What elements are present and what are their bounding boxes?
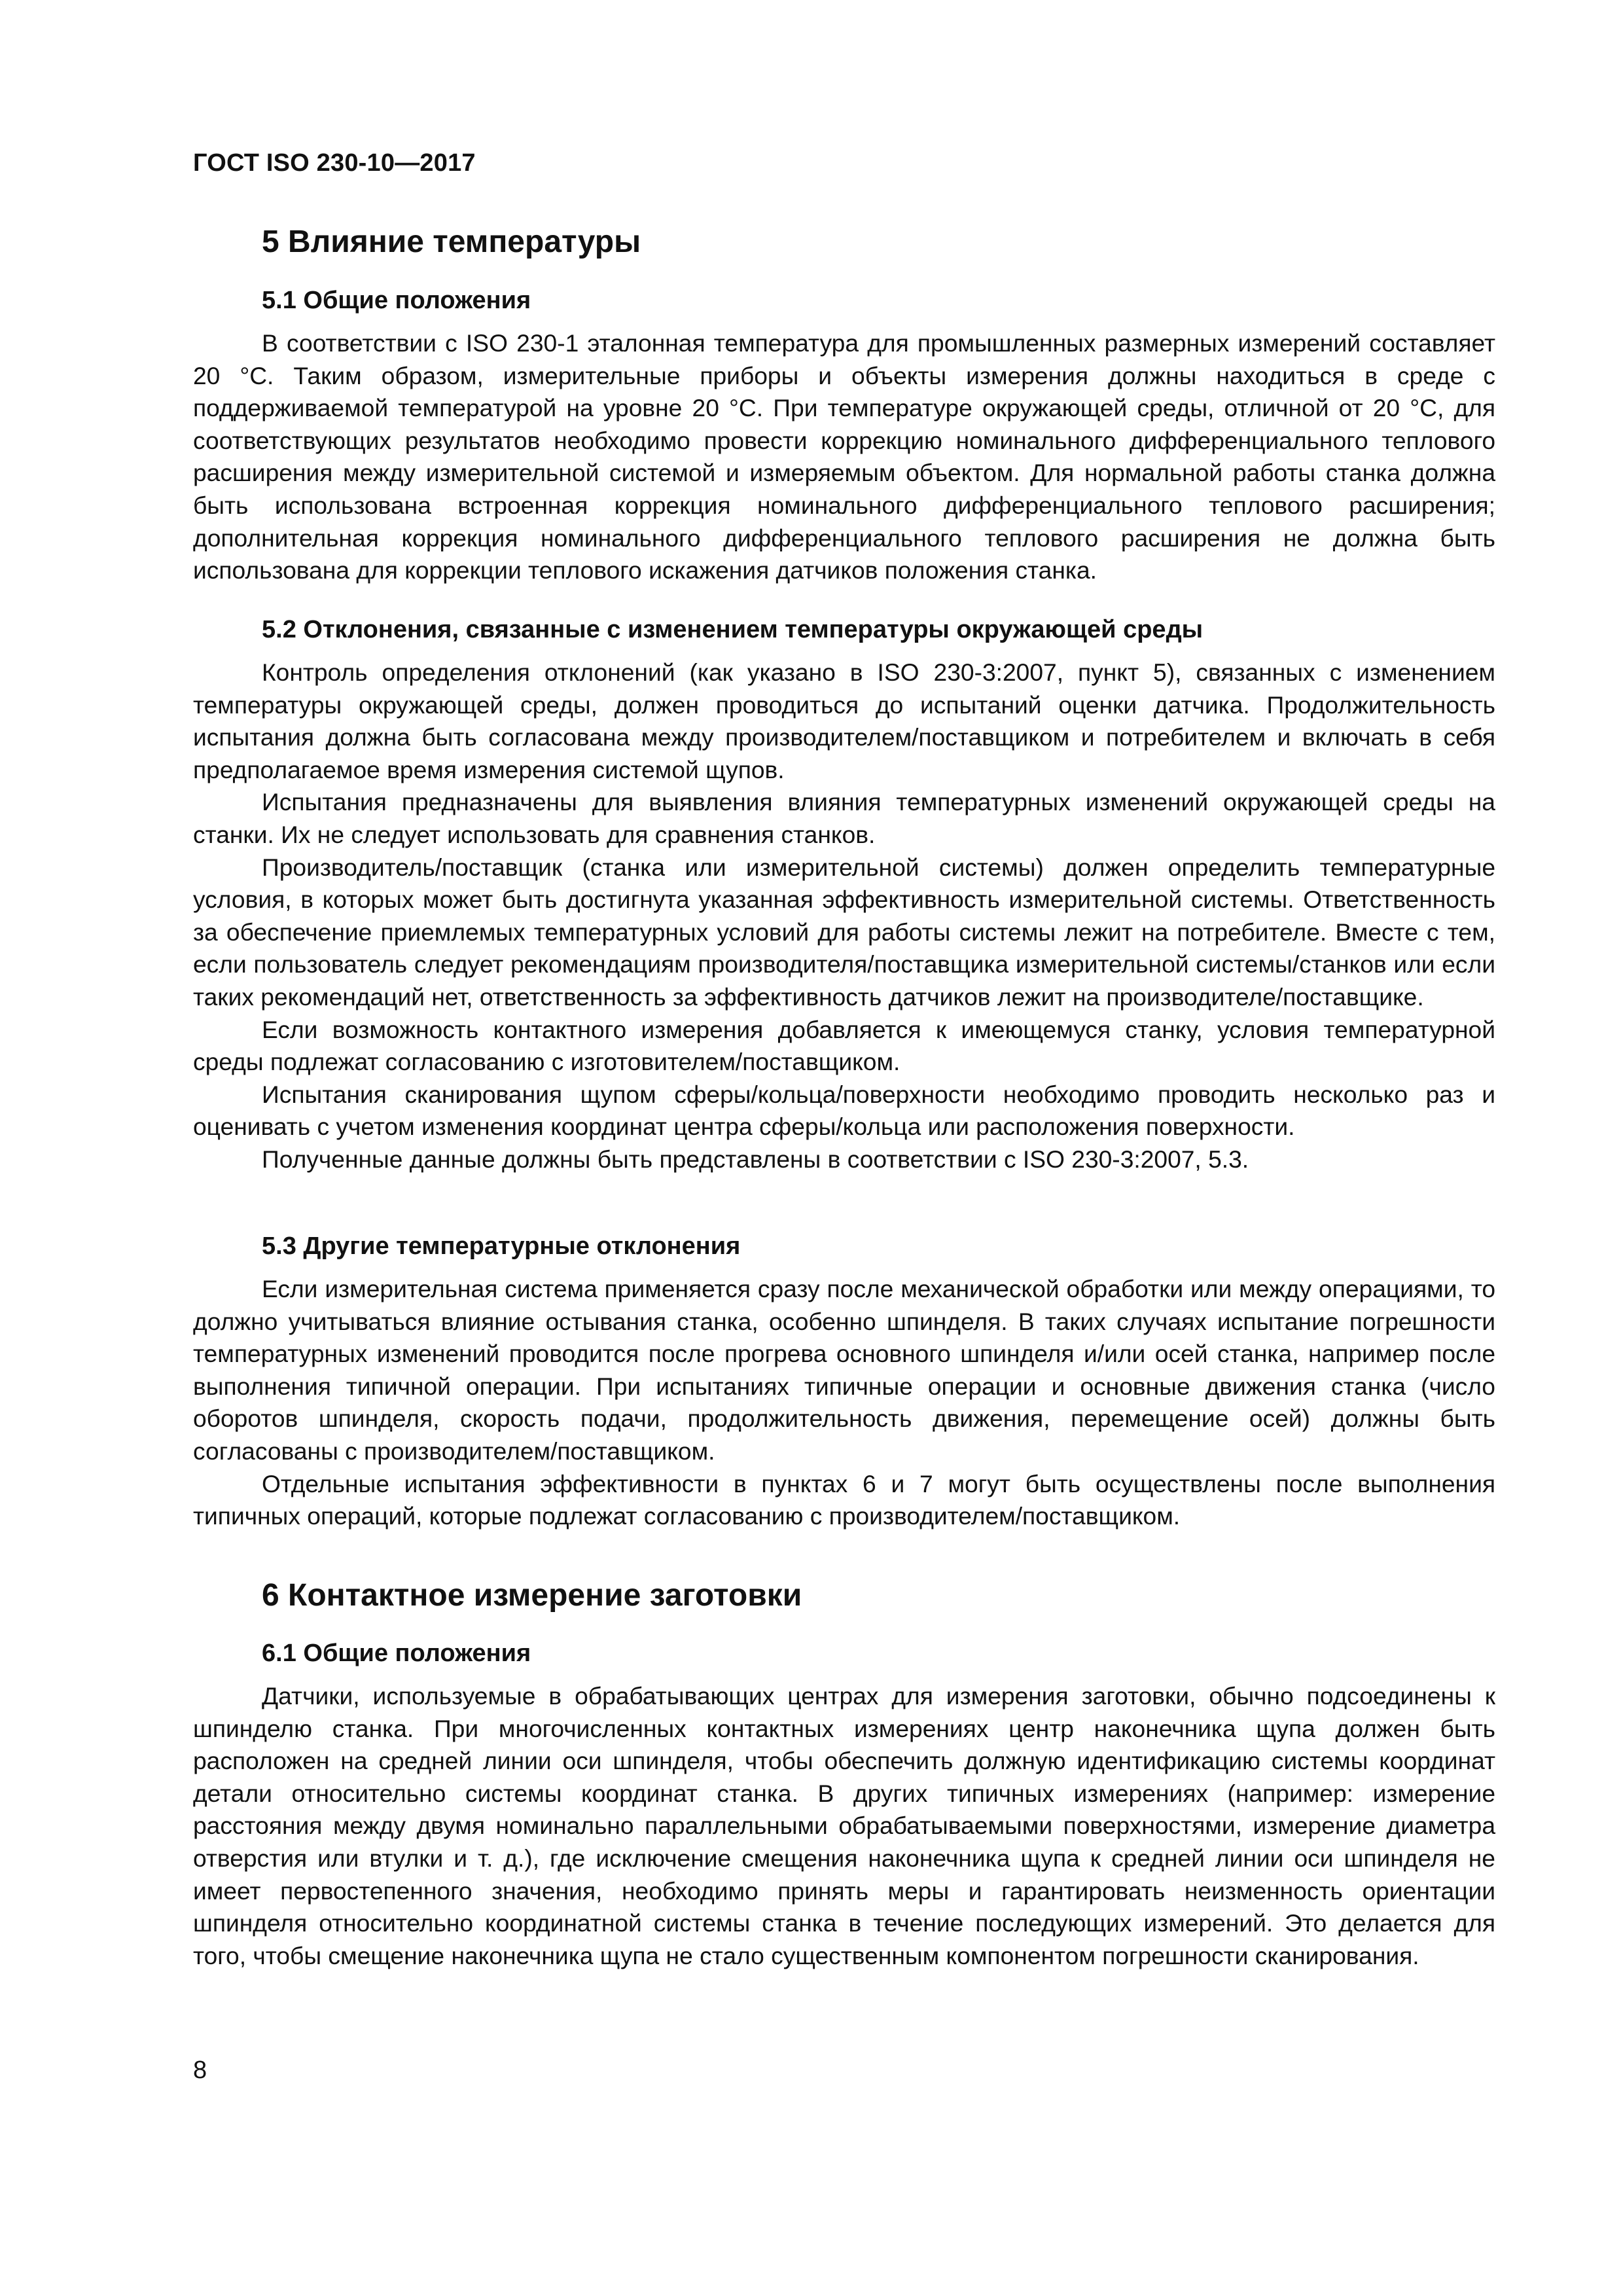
section-title: 6 Контактное измерение заготовки (262, 1578, 802, 1613)
subsection-5-2 (193, 614, 1495, 645)
paragraph: В соответствии с ISO 230-1 эталонная температура для промышленных размерных измерений составляет 20 °С. Таким образом, измерительные приборы и объекты измерения должны находиться в среде с поддерживаемой температурой на уровне 20 °С. При температуре окружающей среды, отличной от 20 °С, для соответствующих результатов необходимо провести коррекцию номинального дифференциального теплового расширения между измерительной системой и измеряемым объектом. Для нормальной работы станка должна быть использована встроенная коррекция номинального дифференциального теплового расширения; дополнительная коррекция номинального дифференциального теплового расширения не должна быть использована для коррекции теплового искажения датчиков положения станка. (193, 329, 1495, 584)
subsection-title: 6.1 Общие положения (262, 1640, 531, 1667)
subsection-title: 5.3 Другие температурные отклонения (262, 1232, 741, 1260)
paragraph: Испытания сканирования щупом сферы/кольца/поверхности необходимо проводить несколько раз и оценивать с учетом изменения координат центра сферы/кольца или расположения поверхности. (193, 1080, 1495, 1141)
subsection-5-2-body (193, 656, 1495, 1176)
subsection-title: 5.2 Отклонения, связанные с изменением температуры окружающей среды (262, 616, 1204, 643)
paragraph: Датчики, используемые в обрабатывающих центрах для измерения заготовки, обычно подсоединены к шпинделю станка. При многочисленных контактных измерениях центр наконечника щупа должен быть расположен на средней линии оси шпинделя, чтобы обеспечить должную идентификацию системы координат детали относительно системы координат станка. В других типичных измерениях (например: измерение расстояния между двумя номинально параллельными обрабатываемыми поверхностями, измерение диаметра отверстия или втулки и т. д.), где исключение смещения наконечника щупа к средней линии оси шпинделя не имеет первостепенного значения, необходимо принять меры и гарантировать неизменность ориентации шпинделя относительно координатной системы станка в течение последующих измерений. Это делается для того, чтобы смещение наконечника щупа не стало существенным компонентом погрешности сканирования. (193, 1682, 1495, 1969)
document-header: ГОСТ ISO 230-10—2017 (193, 149, 476, 177)
subsection-6-1 (193, 1638, 1495, 1669)
paragraph: Испытания предназначены для выявления влияния температурных изменений окружающей среды на станки. Их не следует использовать для сравнения станков. (193, 788, 1495, 848)
paragraph: Полученные данные должны быть представлены в соответствии с ISO 230-3:2007, 5.3. (262, 1145, 1249, 1173)
subsection-5-1 (193, 285, 1495, 316)
subsection-title: 5.1 Общие положения (262, 287, 531, 314)
subsection-5-1-body (193, 327, 1495, 587)
paragraph: Если возможность контактного измерения добавляется к имеющемуся станку, условия температурной среды подлежат согласованию с изготовителем/поставщиком. (193, 1015, 1495, 1076)
paragraph: Отдельные испытания эффективности в пунктах 6 и 7 могут быть осуществлены после выполнения типичных операций, которые подлежат согласованию с производителем/поставщиком. (193, 1469, 1495, 1530)
subsection-6-1-body (193, 1680, 1495, 1972)
section-5 (193, 223, 1495, 262)
section-title: 5 Влияние температуры (262, 224, 641, 259)
paragraph: Если измерительная система применяется сразу после механической обработки или между операциями, то должно учитываться влияние остывания станка, особенно шпинделя. В таких случаях испытание погрешности температурных изменений проводится после прогрева основного шпинделя и/или осей станка, например после выполнения типичной операции. При испытаниях типичные операции и основные движения станка (число оборотов шпинделя, скорость подачи, продолжительность движения, перемещение осей) должны быть согласованы с производителем/поставщиком. (193, 1275, 1495, 1465)
paragraph: Производитель/поставщик (станка или измерительной системы) должен определить температурные условия, в которых может быть достигнута указанная эффективность измерительной системы. Ответственность за обеспечение приемлемых температурных условий для работы системы лежит на потребителе. Вместе с тем, если пользователь следует рекомендациям производителя/поставщика измерительной системы/станков или если таких рекомендаций нет, ответственность за эффективность датчиков лежит на производителе/поставщике. (193, 853, 1495, 1011)
subsection-5-3-body (193, 1273, 1495, 1533)
subsection-5-3 (193, 1230, 1495, 1262)
page-number: 8 (193, 2056, 207, 2084)
paragraph: Контроль определения отклонений (как указано в ISO 230-3:2007, пункт 5), связанных с изменением температуры окружающей среды, должен проводиться до испытаний оценки датчика. Продолжительность испытания должна быть согласована между производителем/поставщиком и потребителем и включать в себя предполагаемое время измерения системой щупов. (193, 658, 1495, 783)
section-6 (193, 1576, 1495, 1615)
